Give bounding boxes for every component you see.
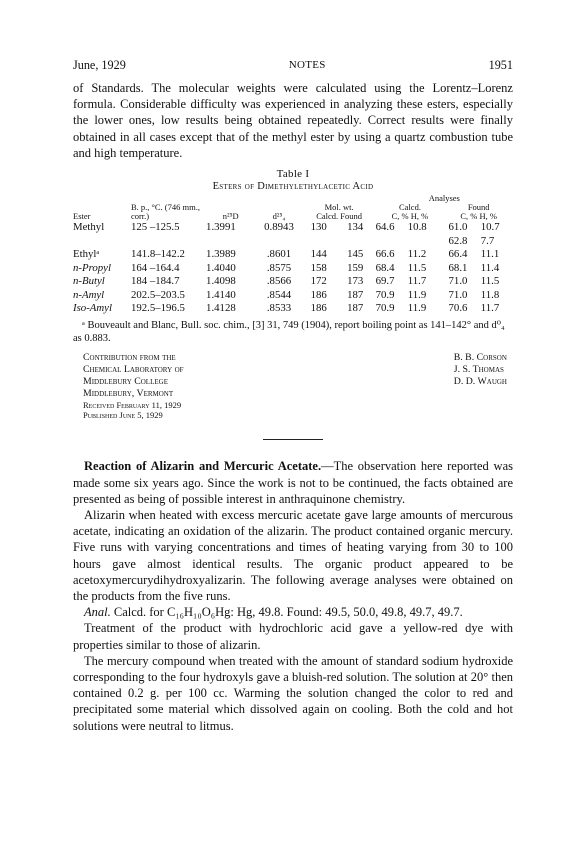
table-cell <box>255 235 302 249</box>
article-paragraph-3: Treatment of the product with hydrochloric acid gave a yellow-red dye with properties similar to those of alizarin. <box>73 621 513 652</box>
table-cell: .8544 <box>266 288 292 301</box>
table-cell <box>408 235 449 249</box>
table-caption: Table I <box>276 168 310 181</box>
esters-table <box>73 194 513 316</box>
found-label: Found <box>467 202 490 213</box>
table-cell: 187 <box>347 288 364 301</box>
table-cell: .8566 <box>266 275 292 288</box>
table-cell: .8601 <box>266 248 292 261</box>
col-header-nd: n²⁵D <box>222 211 239 222</box>
table-cell: n-Propyl <box>73 261 111 274</box>
header-page-number: 1951 <box>488 58 513 72</box>
table-cell: 11.7 <box>480 302 500 315</box>
table-cell: 68.1 <box>448 261 468 274</box>
header-section: NOTES <box>288 59 326 71</box>
table-footnote: ᵃ Bouveault and Blanc, Bull. soc. chim., [3] 31, 749 (1904), report boiling point as 141–142° and d⁰₄ as 0.883. <box>73 319 505 344</box>
analyses-label: Analyses <box>428 193 460 204</box>
table-title: Esters of Dimethylethylacetic Acid <box>212 181 374 193</box>
table-cell: 11.9 <box>407 302 427 315</box>
col-header-d: d²⁵₄ <box>272 211 286 222</box>
table-cell: 134 <box>347 221 364 234</box>
calcd-sub: C, % H, % <box>391 211 429 222</box>
received-date: Received February 11, 1929 <box>83 400 182 411</box>
table-cell: 10.8 <box>407 221 427 234</box>
address-line: Chemical Laboratory of <box>83 364 184 376</box>
molwt-label: Mol. wt. <box>324 202 354 213</box>
table-cell: 187 <box>347 302 364 315</box>
table-cell: 144 <box>310 248 327 261</box>
table-cell: 145 <box>347 248 364 261</box>
table-cell: 0.8943 <box>264 221 294 234</box>
table-cell: 1.3989 <box>206 248 236 261</box>
published-date: Published June 5, 1929 <box>83 410 163 421</box>
table-row <box>73 289 513 303</box>
table-cell: 11.4 <box>480 261 500 274</box>
table-row <box>73 275 513 289</box>
table-cell: 184 –184.7 <box>130 275 180 288</box>
table-cell: n-Butyl <box>73 275 105 288</box>
table-cell: 1.4128 <box>206 302 236 315</box>
table-cell: 1.4098 <box>206 275 236 288</box>
calcd-label: Calcd. <box>399 202 421 213</box>
table-cell <box>303 235 335 249</box>
table-cell: 11.1 <box>480 248 500 261</box>
table-cell: 71.0 <box>448 288 468 301</box>
table-cell: Iso-Amyl <box>73 302 112 315</box>
table-cell: 172 <box>310 275 327 288</box>
article-title: Reaction of Alizarin and Mercuric Acetate. <box>84 459 322 474</box>
table-cell: 202.5–203.5 <box>130 288 185 301</box>
intro-paragraph: of Standards. The molecular weights were calculated using the Lorentz–Lorenz formula. Considerable difficulty was experienced in analyzing these esters, especially the lower ones, low results being obtained repeatedly. Correct results were finally obtained in all cases except that of the methyl ester by using a quartz combustion tube and high temperature. <box>73 81 513 160</box>
table-body <box>73 221 513 316</box>
anal-text: Calcd. for C₁₆H₁₀O₆Hg: Hg, 49.8. Found: 49.5, 50.0, 49.8, 49.7, 49.7. <box>110 605 463 620</box>
table-cell: 7.7 <box>480 234 495 247</box>
table-cell: 66.4 <box>448 248 468 261</box>
author-name: J. S. Thomas <box>453 364 504 376</box>
table-cell: 130 <box>310 221 327 234</box>
col-header-analyses <box>376 194 513 221</box>
table-cell: 64.6 <box>375 221 395 234</box>
article-text: —The observation here reported was made some six years ago. Since the work is not to be continued, the facts obtained are presented as being of possible interest in anthraquinone chemistry. <box>73 459 513 506</box>
table-row <box>73 262 513 276</box>
table-cell: n-Amyl <box>73 288 105 301</box>
running-header <box>73 58 513 80</box>
table-cell: 159 <box>347 261 364 274</box>
table-cell: 71.0 <box>448 275 468 288</box>
table-cell <box>206 235 255 249</box>
table-cell: 70.6 <box>448 302 468 315</box>
table-cell: 186 <box>310 302 327 315</box>
author-list <box>454 352 507 420</box>
table-cell: 125 –125.5 <box>130 221 180 234</box>
address-line: Middlebury College <box>83 376 168 388</box>
table-cell: .8575 <box>266 261 292 274</box>
journal-page <box>73 58 513 734</box>
article-paragraph-2: Alizarin when heated with excess mercuric acetate gave large amounts of mercurous acetate, indicating an oxidation of the alizarin. The product contained organic mercury. Five runs with varying concentrations and times of heating varying from 30 to 100 hours gave almost identical results. The organic product appeared to be acetoxymercurydihydroxyalizarin. The following average analyses were obtained on the products from the five runs. <box>73 507 513 603</box>
table-cell: Ethylᵃ <box>73 248 100 261</box>
anal-label: Anal. <box>84 605 111 620</box>
table-cell: 69.7 <box>375 275 395 288</box>
table-cell: .8533 <box>266 302 292 315</box>
table-cell <box>376 235 408 249</box>
table-cell: 11.9 <box>407 288 427 301</box>
table-cell: 11.8 <box>480 288 500 301</box>
table-cell: 1.3991 <box>206 221 236 234</box>
table-cell: 173 <box>347 275 364 288</box>
col-header-bp: B. p., °C. (746 mm., corr.) <box>130 202 200 222</box>
contribution-block <box>83 352 513 420</box>
header-date: June, 1929 <box>73 58 126 72</box>
molwt-sub: Calcd. Found <box>316 211 362 222</box>
found-sub: C, % H, % <box>460 211 497 222</box>
table-cell <box>131 235 206 249</box>
article-paragraph-1 <box>73 458 513 507</box>
table-cell: 70.9 <box>375 302 395 315</box>
address-line: Contribution from the <box>83 352 176 364</box>
author-name: B. B. Corson <box>453 352 507 364</box>
table-row <box>73 235 513 249</box>
table-cell: 1.4040 <box>206 261 236 274</box>
table-row <box>73 221 513 235</box>
table-cell: 141.8–142.2 <box>130 248 185 261</box>
table-cell: 62.8 <box>448 234 468 247</box>
table-cell: Methyl <box>73 221 105 234</box>
table-cell: 11.2 <box>407 248 427 261</box>
table-cell <box>73 235 131 249</box>
table-cell: 186 <box>310 288 327 301</box>
address-line: Middlebury, Vermont <box>83 388 174 400</box>
table-row <box>73 302 513 316</box>
institution-address <box>83 352 184 420</box>
table-cell: 70.9 <box>375 288 395 301</box>
table-cell: 61.0 <box>448 221 468 234</box>
table-cell: 192.5–196.5 <box>130 302 185 315</box>
table-header-row <box>73 194 513 221</box>
table-cell: 164 –164.4 <box>130 261 180 274</box>
table-cell: 66.6 <box>375 248 395 261</box>
table-row <box>73 248 513 262</box>
section-divider <box>263 439 323 440</box>
col-header-molwt <box>303 194 376 221</box>
table-cell: 68.4 <box>375 261 395 274</box>
author-name: D. D. Waugh <box>453 376 507 388</box>
table-cell: 11.7 <box>407 275 427 288</box>
col-header-ester: Ester <box>73 211 91 222</box>
article-paragraph-4: The mercury compound when treated with the amount of standard sodium hydroxide corresponding to the four hydroxyls gave a bluish-red solution. The solution at 20° then contained 0.2 g. per 100 cc. Warming the solution changed the color to red and precipitated some material which dissolved again on cooling. Both the cold and hot solutions were neutral to litmus. <box>73 653 513 733</box>
table-cell: 11.5 <box>407 261 427 274</box>
table-cell <box>335 235 376 249</box>
table-cell: 10.7 <box>480 221 500 234</box>
analysis-line <box>73 604 513 620</box>
table-cell: 158 <box>310 261 327 274</box>
table-cell: 11.5 <box>480 275 500 288</box>
table-cell: 1.4140 <box>206 288 236 301</box>
